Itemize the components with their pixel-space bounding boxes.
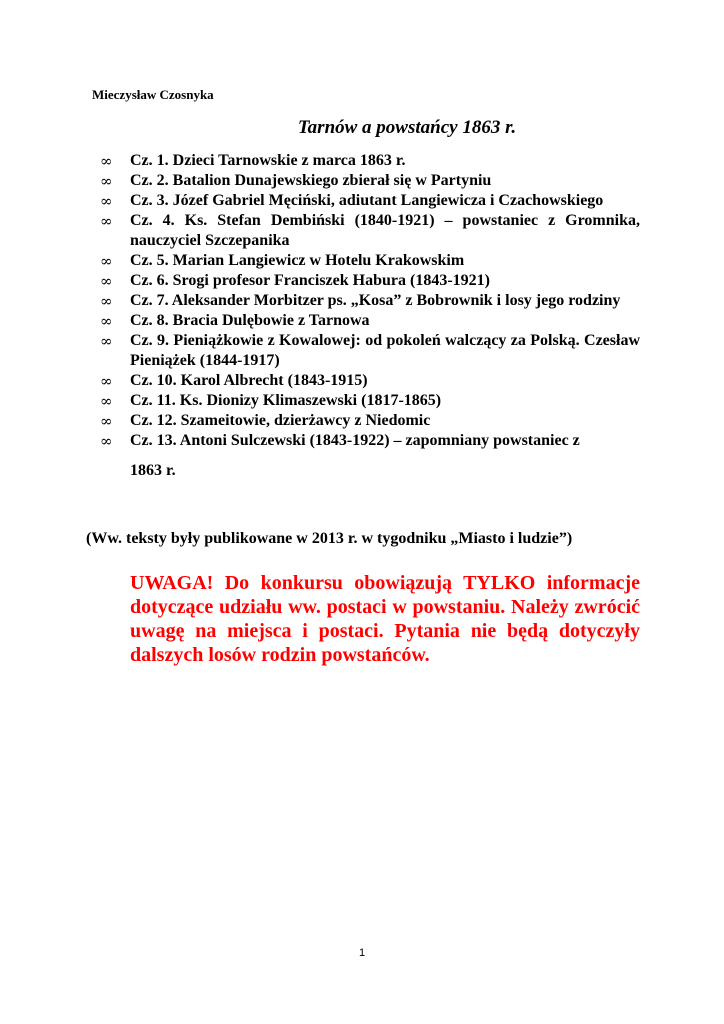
infinity-bullet-icon: ∞ [100, 172, 113, 190]
list-item-text: Cz. 12. Szameitowie, dzierżawcy z Niedomic [130, 412, 431, 429]
list-item-text: Cz. 13. Antoni Sulczewski (1843-1922) – zapomniany powstaniec z [130, 432, 580, 449]
list-item [100, 171, 640, 191]
list-item-text: Cz. 11. Ks. Dionizy Klimaszewski (1817-1865) [130, 392, 442, 409]
list-item-text: Cz. 7. Aleksander Morbitzer ps. „Kosa” z Bobrownik i losy jego rodziny [130, 292, 621, 309]
infinity-bullet-icon: ∞ [100, 332, 113, 350]
publication-note: (Ww. teksty były publikowane w 2013 r. w tygodniku „Miasto i ludzie”) [86, 530, 573, 547]
list-item-text: Cz. 2. Batalion Dunajewskiego zbierał się w Partyniu [130, 172, 492, 189]
list-item [100, 311, 640, 331]
infinity-bullet-icon: ∞ [100, 392, 113, 410]
list-item [100, 291, 640, 311]
list-item-text: Cz. 3. Józef Gabriel Męciński, adiutant Langiewicza i Czachowskiego [130, 192, 604, 209]
list-item [100, 371, 640, 391]
list-item-text: Cz. 9. Pieniążkowie z Kowalowej: od pokoleń walczący za Polską. Czesław Pieniążek (1844-1917) [130, 332, 640, 369]
parts-list [100, 151, 640, 481]
list-item [100, 151, 640, 171]
author-name: Mieczysław Czosnyka [92, 87, 214, 102]
list-item [100, 271, 640, 291]
infinity-bullet-icon: ∞ [100, 272, 113, 290]
list-item [100, 211, 640, 251]
infinity-bullet-icon: ∞ [100, 372, 113, 390]
document-title: Tarnów a powstańcy 1863 r. [297, 117, 517, 138]
list-item-text: Cz. 8. Bracia Dulębowie z Tarnowa [130, 312, 370, 329]
infinity-bullet-icon: ∞ [100, 412, 113, 430]
list-item-text: Cz. 10. Karol Albrecht (1843-1915) [130, 372, 368, 389]
list-item [100, 251, 640, 271]
list-item [100, 411, 640, 431]
page-number: 1 [358, 947, 366, 959]
list-item-text: Cz. 1. Dzieci Tarnowskie z marca 1863 r. [130, 152, 406, 169]
list-item [100, 331, 640, 371]
list-item-text: Cz. 4. Ks. Stefan Dembiński (1840-1921) – powstaniec z Gromnika, nauczyciel Szczepanika [130, 212, 640, 249]
infinity-bullet-icon: ∞ [100, 292, 113, 310]
contest-warning: UWAGA! Do konkursu obowiązują TYLKO informacje dotyczące udziału ww. postaci w powstaniu. Należy zwrócić uwagę na miejsca i postaci. Pytania nie będą dotyczyły dalszych losów rodzin powstańców. [130, 572, 640, 666]
infinity-bullet-icon: ∞ [100, 432, 113, 450]
list-item [100, 391, 640, 411]
list-item [100, 431, 640, 481]
infinity-bullet-icon: ∞ [100, 312, 113, 330]
infinity-bullet-icon: ∞ [100, 192, 113, 210]
infinity-bullet-icon: ∞ [100, 152, 113, 170]
infinity-bullet-icon: ∞ [100, 212, 113, 230]
infinity-bullet-icon: ∞ [100, 252, 113, 270]
list-item-text-continuation: 1863 r. [130, 462, 176, 479]
list-item [100, 191, 640, 211]
list-item-text: Cz. 5. Marian Langiewicz w Hotelu Krakowskim [130, 252, 465, 269]
list-item-text: Cz. 6. Srogi profesor Franciszek Habura (1843-1921) [130, 272, 490, 289]
